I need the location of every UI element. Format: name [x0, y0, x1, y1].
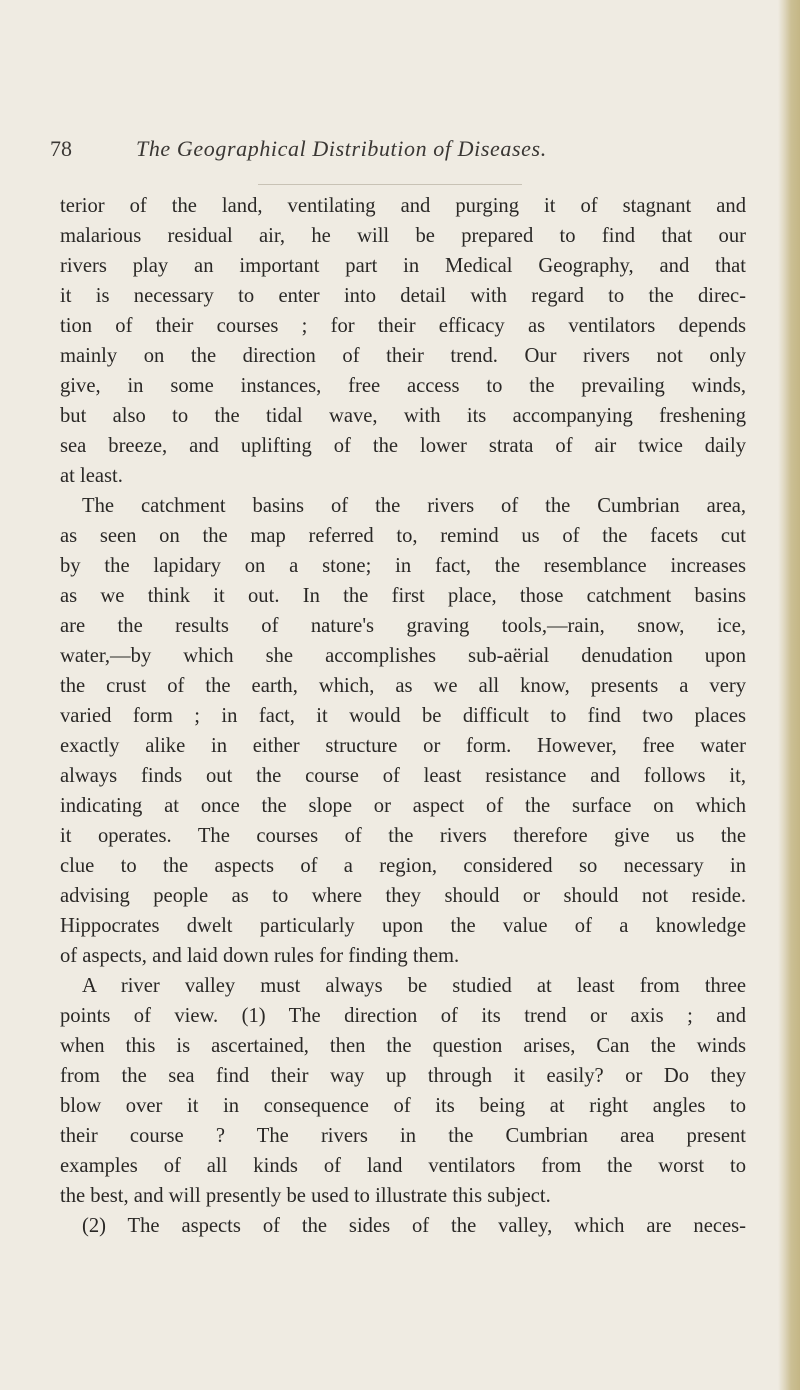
text-line: points of view. (1) The direction of its trend or axis ; and	[60, 1005, 746, 1027]
text-line: tion of their courses ; for their efficacy as ventilators depends	[60, 315, 746, 337]
text-line: as we think it out. In the first place, those catchment basins	[60, 585, 746, 607]
text-line: rivers play an important part in Medical Geography, and that	[60, 255, 746, 277]
text-line: A river valley must always be studied at least from three	[82, 975, 746, 997]
running-head	[50, 136, 750, 170]
text-line: but also to the tidal wave, with its accompanying freshening	[60, 405, 746, 427]
text-line: (2) The aspects of the sides of the valley, which are neces-	[82, 1215, 746, 1237]
text-line: exactly alike in either structure or form. However, free water	[60, 735, 746, 757]
text-line: water,—by which she accomplishes sub-aërial denudation upon	[60, 645, 746, 667]
text-line: of aspects, and laid down rules for finding them.	[60, 945, 460, 967]
text-line: it operates. The courses of the rivers therefore give us the	[60, 825, 746, 847]
text-line: the crust of the earth, which, as we all know, presents a very	[60, 675, 746, 697]
text-line: The catchment basins of the rivers of the Cumbrian area,	[82, 495, 746, 517]
text-line: at least.	[60, 465, 123, 487]
text-line: examples of all kinds of land ventilators from the worst to	[60, 1155, 746, 1177]
text-line: advising people as to where they should or should not reside.	[60, 885, 746, 907]
text-line: the best, and will presently be used to illustrate this subject.	[60, 1185, 551, 1207]
text-line: from the sea find their way up through it easily? or Do they	[60, 1065, 746, 1087]
text-line: varied form ; in fact, it would be difficult to find two places	[60, 705, 746, 727]
running-title: The Geographical Distribution of Diseases.	[136, 136, 547, 161]
text-line: sea breeze, and uplifting of the lower strata of air twice daily	[60, 435, 746, 457]
text-line: their course ? The rivers in the Cumbrian area present	[60, 1125, 746, 1147]
text-line: are the results of nature's graving tools,—rain, snow, ice,	[60, 615, 746, 637]
text-line: terior of the land, ventilating and purging it of stagnant and	[60, 195, 746, 217]
text-line: always finds out the course of least resistance and follows it,	[60, 765, 746, 787]
text-line: by the lapidary on a stone; in fact, the resemblance increases	[60, 555, 746, 577]
text-line: Hippocrates dwelt particularly upon the value of a knowledge	[60, 915, 746, 937]
page-edge-shadow	[778, 0, 800, 1390]
text-line: indicating at once the slope or aspect of the surface on which	[60, 795, 746, 817]
text-line: blow over it in consequence of its being at right angles to	[60, 1095, 746, 1117]
text-line: as seen on the map referred to, remind us of the facets cut	[60, 525, 746, 547]
header-rule	[258, 184, 522, 185]
text-line: it is necessary to enter into detail with regard to the direc-	[60, 285, 746, 307]
page-number: 78	[50, 136, 72, 161]
text-line: mainly on the direction of their trend. Our rivers not only	[60, 345, 746, 367]
text-line: clue to the aspects of a region, considered so necessary in	[60, 855, 746, 877]
text-line: give, in some instances, free access to the prevailing winds,	[60, 375, 746, 397]
body-text	[60, 191, 746, 1241]
text-line: malarious residual air, he will be prepared to find that our	[60, 225, 746, 247]
text-line: when this is ascertained, then the question arises, Can the winds	[60, 1035, 746, 1057]
